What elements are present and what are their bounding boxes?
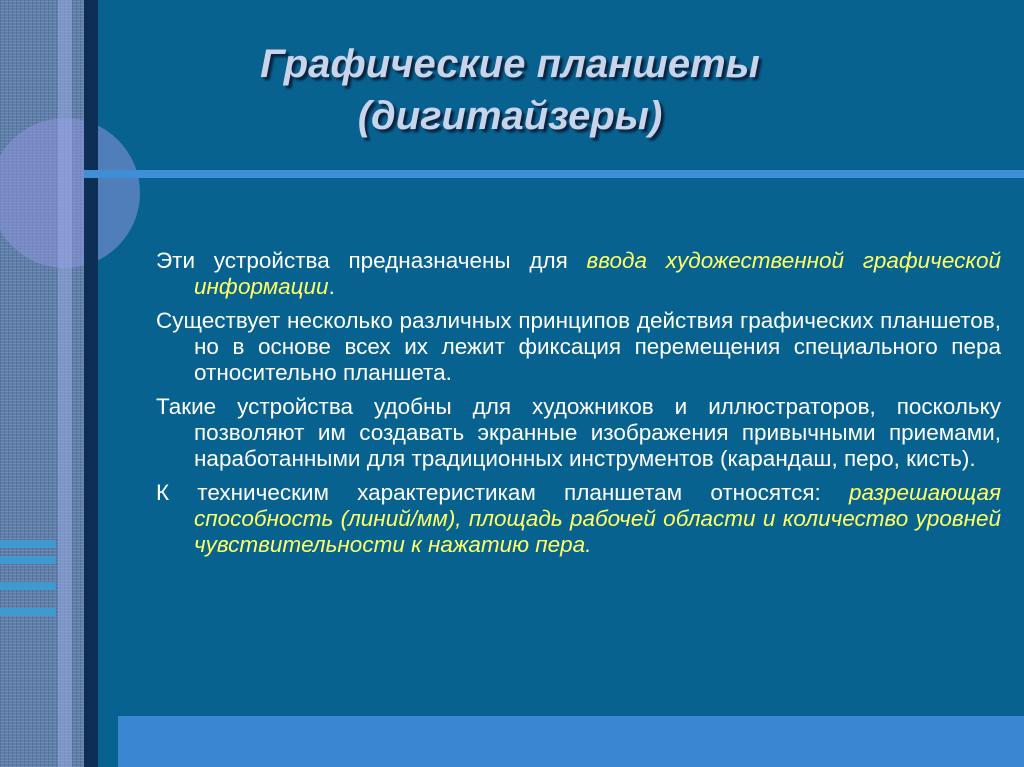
- paragraph-4-highlight: разрешающая способность (линий/мм), площадь рабочей области и количество уровней чувствительности к нажатию пера.: [194, 480, 1001, 557]
- title-line-2: (дигитайзеры): [357, 94, 663, 138]
- paragraph-4: [156, 480, 1001, 558]
- decorative-bar: [0, 556, 56, 564]
- title-divider: [84, 170, 1024, 178]
- bottom-decor-box: [118, 716, 1024, 767]
- paragraph-4-text: К техническим характеристикам планшетам относятся:: [156, 480, 849, 505]
- slide-title: [150, 38, 870, 142]
- slide-body: [156, 248, 1001, 566]
- paragraph-2-text: Существует несколько различных принципов действия графических планшетов, но в основе всех их лежит фиксация перемещения специального пера относительно планшета.: [156, 308, 1001, 385]
- paragraph-1-text: Эти устройства предназначены для: [156, 248, 587, 273]
- paragraph-1-tail: .: [328, 274, 335, 299]
- paragraph-1: [156, 248, 1001, 300]
- strip-shadow-edge: [84, 0, 98, 767]
- decorative-vertical-stripe: [58, 0, 72, 767]
- paragraph-3: [156, 394, 1001, 472]
- decorative-bar: [0, 582, 56, 590]
- paragraph-1-highlight: ввода художественной графической информации: [194, 248, 1001, 299]
- paragraph-2: [156, 308, 1001, 386]
- title-line-1: Графические планшеты: [260, 42, 760, 86]
- decorative-bar: [0, 540, 56, 548]
- decorative-bar: [0, 608, 56, 616]
- paragraph-3-text: Такие устройства удобны для художников и иллюстраторов, поскольку позволяют им создавать экранные изображения привычными приемами, наработанными для традиционных инструментов (карандаш, перо, кисть).: [156, 394, 1001, 471]
